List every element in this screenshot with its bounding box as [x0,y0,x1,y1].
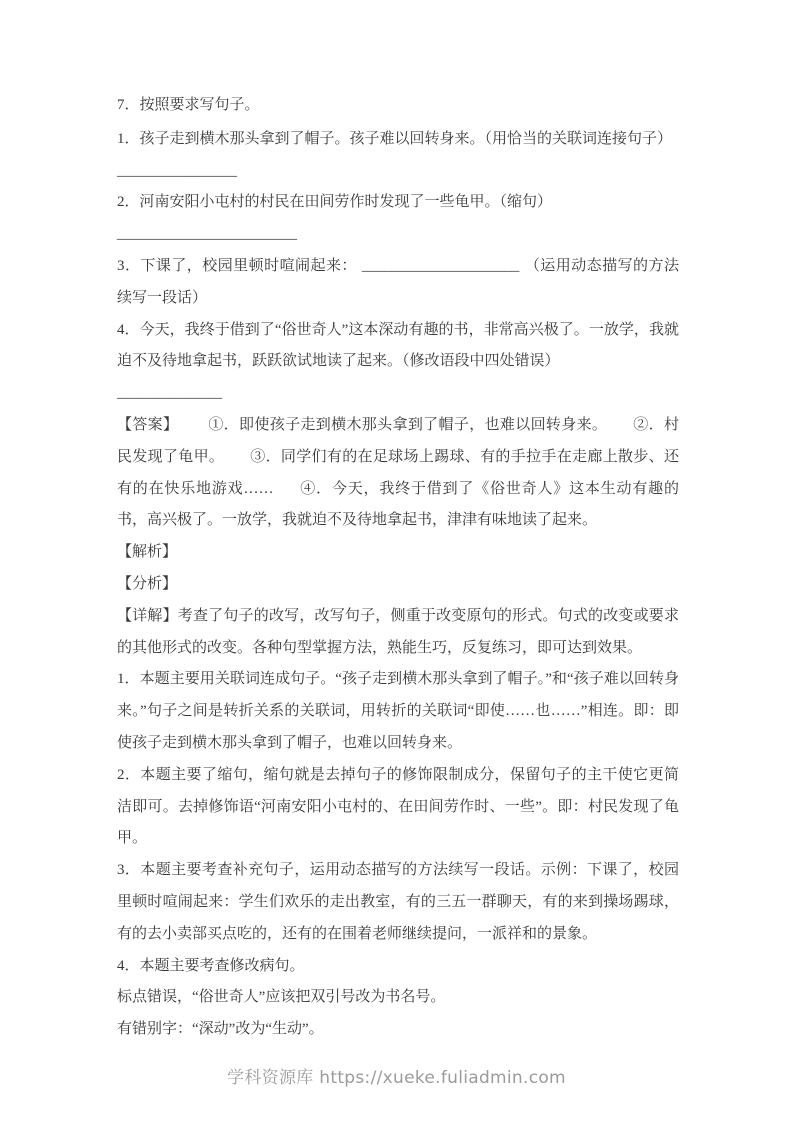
answer-item-4: ④．今天，我终于借到了《俗世奇人》这本生动有趣的书，高兴极了。一放学，我就迫不及待地拿起书，津津有味地读了起来。 [117,480,679,529]
answer-section [117,410,679,537]
explanation-point-4: 4．本题主要考查修改病句。 [117,957,305,974]
jiexi-heading: 【解析】 [117,544,178,561]
explanation-point-3: 3．本题主要考查补充句子，运用动态描写的方法续写一段话。示例：下课了，校园里顿时喧闹起来：学生们欢乐的走出教室，有的三五一群聊天，有的来到操场踢球，有的去小卖部买点吃的，还有的在围着老师继续提问，一派祥和的景象。 [117,862,679,942]
explanation-point-1: 1．本题主要用关联词连成句子。“孩子走到横木那头拿到了帽子。”和“孩子难以回转身来。”句子之间是转折关系的关联词，用转折的关联词“即使……也……”相连。即：即使孩子走到横木那头拿到了帽子，也难以回转身来。 [117,671,679,751]
document-body [117,90,679,1046]
footer [0,1063,793,1088]
sub-question-4: 4．今天，我终于借到了“俗世奇人”这本深动有趣的书，非常高兴极了。一放学，我就迫不及待地拿起书，跃跃欲试地读了起来。（修改语段中四处错误） [117,321,679,370]
sub-question-3 [117,251,679,315]
footer-url: https://xueke.fuliadmin.com [319,1068,566,1088]
answer-blank-line-1: ________________ [117,162,237,179]
sub-question-3-blank: _____________________ [361,257,520,274]
sub-question-3-text: 3．下课了，校园里顿时喧闹起来： [117,257,357,274]
explanation-point-2: 2．本题主要了缩句，缩句就是去掉句子的修饰限制成分，保留句子的主干使它更简洁即可。去掉修饰语“河南安阳小屯村的、在田间劳作时、一些”。即：村民发现了龟甲。 [117,766,679,847]
answer-blank-line-3: ______________ [117,385,222,402]
answer-label: 【答案】 [117,416,179,433]
sub-question-1: 1．孩子走到横木那头拿到了帽子。孩子难以回转身来。（用恰当的关联词连接句子） [117,130,673,147]
correction-note-punctuation: 标点错误，“俗世奇人”应该把双引号改为书名号。 [117,989,446,1006]
answer-blank-line-2: ________________________ [117,226,297,243]
sub-question-3-requirement: （运用动态描写的方法续写一段话） [117,257,679,306]
answer-item-1: ①．即使孩子走到横木那头拿到了帽子，也难以回转身来。 [208,416,608,433]
fenxi-heading: 【分析】 [117,575,178,592]
footer-site-name: 学科资源库 [227,1068,314,1088]
correction-note-typo: 有错别字：“深动”改为“生动”。 [117,1021,324,1038]
answer-item-2: ②．村民发现了龟甲。 [117,416,679,465]
answer-item-3: ③．同学们有的在足球场上踢球、有的手拉手在走廊上散步、还有的在快乐地游戏…… [117,448,679,497]
xiangjie-paragraph: 【详解】考查了句子的改写，改写句子，侧重于改变原句的形式。句式的改变或要求的其他形式的改变。各种句型掌握方法，熟能生巧，反复练习，即可达到效果。 [117,607,679,656]
question-number-heading: 7．按照要求写句子。 [117,97,260,113]
sub-question-2: 2．河南安阳小屯村的村民在田间劳作时发现了一些龟甲。（缩句） [117,194,553,211]
